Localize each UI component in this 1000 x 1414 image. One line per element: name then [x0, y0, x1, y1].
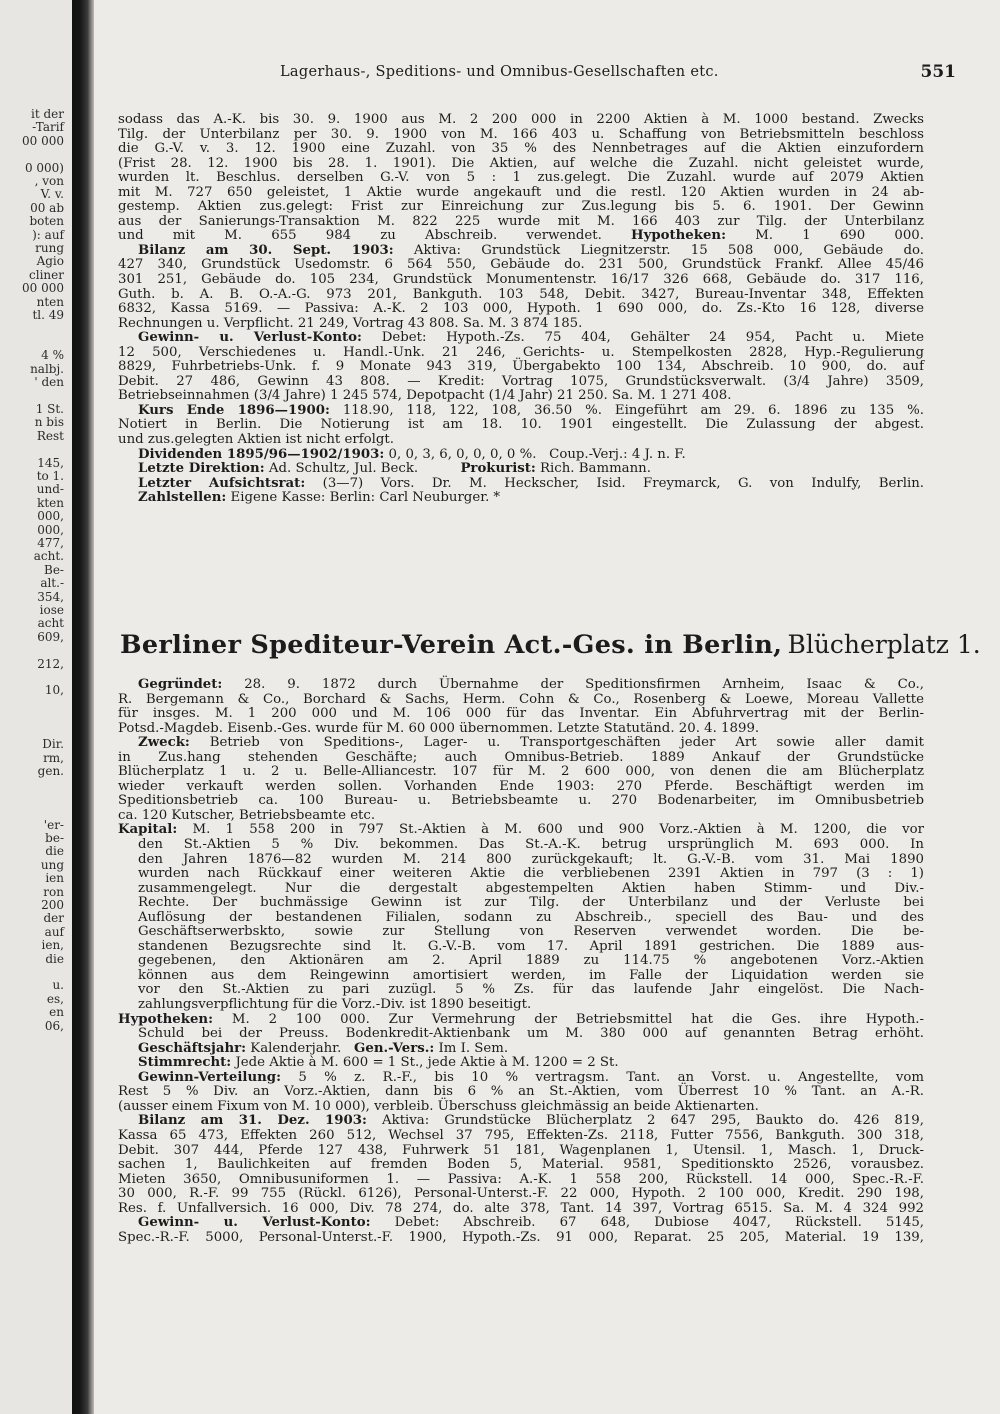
gegruendet-entry: Gegründet: 28. 9. 1872 durch Übernahme der Speditionsfirmen Arnheim, Isaac & Co., — [138, 677, 924, 692]
section1-text — [118, 113, 924, 506]
previous-page-fragment — [22, 336, 64, 349]
previous-page-fragment: und- — [36, 482, 64, 497]
bilanz-entry: Bilanz am 30. Sept. 1903: Aktiva: Grundstück Liegnitzerstr. 15 508 000, Gebäude do. — [138, 242, 924, 258]
previous-page-fragment: 212, — [37, 656, 64, 671]
previous-page-fragment: 00 ab — [30, 200, 64, 215]
previous-page-text-fragments — [22, 108, 64, 1033]
end-star: * — [493, 490, 500, 506]
previous-page-fragment: rung — [35, 241, 64, 256]
kurs-entry: Kurs Ende 1896—1900: 118.90, 118, 122, 108, 36.50 %. Eingeführt am 29. 6. 1896 zu 135 %. — [138, 402, 925, 418]
previous-page-fragment: die — [45, 951, 64, 966]
previous-page-fragment: -Tarif — [32, 120, 64, 135]
geschaeftsjahr-entry: Geschäftsjahr: Kalenderjahr. Gen.-Vers.: Im I. Sem. — [138, 1040, 509, 1056]
text-line: Notiert in Berlin. Die Notierung ist am 18. 10. 1901 eingestellt. Die Zulassung der abgest. — [118, 417, 924, 433]
text-line: Geschäftserwerbskto, sowie zur Stellung von Reserven verwendet worden. Die be- — [138, 924, 924, 940]
previous-page-fragment — [22, 390, 64, 403]
previous-page-fragment — [22, 148, 64, 161]
previous-page-fragment: 4 % — [41, 348, 64, 363]
text-line: standenen Bezugsrechte sind lt. G.-V.-B. vom 17. April 1891 gestrichen. Die 1889 aus- — [138, 938, 924, 954]
previous-page-fragment: es, — [46, 991, 64, 1006]
previous-page-fragment: 'er- — [43, 817, 64, 832]
text-line: ca. 120 Kutscher, Betriebsbeamte etc. — [118, 807, 376, 823]
text-line: Blücherplatz 1 u. 2 u. Belle-Alliancestr. 107 für M. 2 600 000, von denen die am Blücherplatz — [118, 764, 924, 780]
previous-page-fragment: 0 000) — [24, 160, 64, 175]
text-line: Kassa 65 473, Effekten 260 512, Wechsel 37 795, Effekten-Zs. 2118, Futter 7556, Bankguth. 300 318, — [118, 1127, 924, 1143]
text-line: wurden lt. Beschlus. derselben G.-V. von 5 : 1 zus.gelegt. Die Zuzahl. wurde auf 2079 Aktien — [118, 170, 924, 186]
dividenden-entry: Dividenden 1895/96—1902/1903: 0, 0, 3, 6, 0, 0, 0, 0 %. Coup.-Verj.: 4 J. n. F. — [138, 446, 686, 462]
previous-page-fragment: boten — [29, 214, 64, 229]
previous-page-fragment: die — [45, 844, 64, 859]
direktion-label: Letzte Direktion: — [138, 461, 265, 477]
stimmrecht-entry: Stimmrecht: Jede Aktie à M. 600 = 1 St., jede Aktie à M. 1200 = 2 St. — [138, 1055, 619, 1071]
text-line: für insges. M. 1 200 000 und M. 106 000 für das Inventar. Ein Abfuhrvertrag mit der Berlin- — [118, 706, 924, 722]
text-line: Debit. 307 444, Pferde 127 438, Fuhrwerk 51 181, Wagenplanen 1, Utensil. 1, Masch. 1, Druck- — [118, 1142, 924, 1158]
previous-page-fragment: 477, — [37, 536, 64, 550]
stimmrecht-label: Stimmrecht: — [138, 1055, 232, 1071]
previous-page-fragment — [22, 323, 64, 336]
previous-page-fragment: u. — [52, 978, 64, 993]
previous-page-fragment: Rest — [36, 428, 64, 443]
text-line: gegebenen, den Aktionären am 2. April 1889 zu 114.75 % angebotenen Vorz.-Aktien — [138, 953, 924, 969]
text-line: und zus.gelegten Aktien ist nicht erfolgt. — [118, 432, 394, 448]
zahlstellen-label: Zahlstellen: — [138, 490, 227, 506]
text-line: 12 500, Verschiedenes u. Handl.-Unk. 21 246, Gerichts- u. Stempelkosten 2828, Hyp.-Regulierung — [118, 344, 924, 360]
previous-page-fragment: 1 St. — [35, 401, 64, 416]
text-line: Rechnungen u. Verpflicht. 21 249, Vortrag 43 808. Sa. M. 3 874 185. — [118, 315, 583, 331]
gegruendet-label: Gegründet: — [138, 677, 223, 692]
company-address: Blücherplatz 1. — [787, 630, 981, 659]
previous-page-fragment: ): auf — [32, 227, 64, 242]
previous-page-fragment: 000, — [37, 522, 64, 537]
bilanz2-label: Bilanz am 31. Dez. 1903: — [138, 1113, 367, 1129]
previous-page-fragment: 145, — [37, 455, 64, 470]
previous-page-fragment: 200 — [41, 897, 64, 912]
previous-page-fragment — [22, 966, 64, 979]
text-line: wurden nach Rückkauf einer weiteren Aktie die verbliebenen 2391 Aktien in 797 (3 : 1) — [138, 866, 924, 882]
previous-page-fragment: en — [49, 1005, 64, 1020]
text-line: Betriebseinnahmen (3/4 Jahre) 1 245 574, Depotpacht (1/4 Jahr) 21 250. Sa. M. 1 271 408. — [118, 388, 732, 404]
text-line: mit M. 727 650 geleistet, 1 Aktie wurde angekauft und die restl. 120 Aktien wurden in 24 ab- — [118, 184, 924, 200]
text-line: Guth. b. A. B. O.-A.-G. 973 201, Bankguth. 103 548, Debit. 3427, Bureau-Inventar 348, Effekten — [118, 286, 924, 302]
company-heading — [120, 630, 981, 664]
text-line: (Frist 28. 12. 1900 bis 28. 1. 1901). Die Aktien, auf welche die Zuzahl. nicht geleistet wurde, — [118, 155, 924, 171]
text-line: Debit. 27 486, Gewinn 43 808. — Kredit: Vortrag 1075, Grundstücksverwalt. (3/4 Jahre) 3509, — [118, 373, 924, 389]
previous-page-fragment: tl. 49 — [32, 308, 64, 323]
previous-page-fragment: , von — [34, 174, 64, 189]
hypotheken-value: M. 1 690 000. — [755, 228, 924, 244]
previous-page-fragment: gen. — [37, 763, 64, 778]
previous-page-fragment: auf — [44, 924, 64, 939]
previous-page-fragment: nalbj. — [30, 361, 64, 376]
zahlstellen-entry: Zahlstellen: Eigene Kasse: Berlin: Carl Neuburger. * — [138, 490, 500, 506]
text-line: können aus dem Reingewinn amortisiert werden, im Falle der Liquidation werden sie — [138, 967, 924, 983]
gv-entry: Gewinn- u. Verlust-Konto: Debet: Hypoth.-Zs. 75 404, Gehälter 24 954, Pacht u. Miete — [138, 330, 925, 346]
previous-page-fragment: 06, — [44, 1018, 64, 1033]
text-line: zusammengelegt. Nur die dergestalt abgestempelten Aktien haben Stimm- und Div.- — [138, 880, 924, 896]
previous-page-fragment — [22, 792, 64, 805]
aufsichtsrat-label: Letzter Aufsichtsrat: — [138, 475, 306, 491]
text-line: Mieten 3650, Omnibusuniformen 1. — Passiva: A.-K. 1 558 200, Rückstell. 14 000, Spec.-R.-F. — [118, 1171, 924, 1187]
section2-text — [118, 678, 924, 1245]
company-name: Berliner Spediteur-Verein Act.-Ges. in Berlin, — [120, 630, 783, 660]
text-line: den Jahren 1876—82 wurden M. 214 800 zurückgekauft; lt. G.-V.-B. vom 31. Mai 1890 — [138, 851, 924, 867]
gewinnverteilung-entry: Gewinn-Verteilung: 5 % z. R.-F., bis 10 % vertragsm. Tant. an Vorst. u. Angestellte, vom — [138, 1069, 924, 1085]
hypotheken-label: Hypotheken: — [631, 228, 727, 244]
previous-page-fragment — [22, 671, 64, 684]
text-line: aus der Sanierungs-Transaktion M. 822 225 wurde mit M. 166 403 zur Tilg. der Unterbilanz — [118, 213, 924, 229]
previous-page-fragment — [22, 778, 64, 791]
text-line: Rest 5 % Div. an Vorz.-Aktien, dann bis 6 % an St.-Aktien, vom Überrest 10 % Tant. an A.-R. — [118, 1084, 924, 1100]
text-line: wieder verkauft werden sollen. Vorhanden Ende 1903: 270 Pferde. Beschäftigt werden im — [118, 778, 924, 794]
previous-page-fragment: alt.- — [40, 576, 64, 591]
hypotheken-entry: Hypotheken: M. 2 100 000. Zur Vermehrung der Betriebsmittel hat die Ges. ihre Hypoth.- — [118, 1011, 924, 1027]
previous-page-fragment: 00 000 — [22, 133, 64, 148]
previous-page-fragment: Dir. — [42, 737, 64, 752]
gewinnverteilung-label: Gewinn-Verteilung: — [138, 1069, 282, 1085]
book-binding-shadow — [72, 0, 94, 1414]
kapital-label: Kapital: — [118, 822, 178, 838]
text-line: 30 000, R.-F. 99 755 (Rückl. 6126), Personal-Unterst.-F. 22 000, Hypoth. 2 100 000, Kredit. 290 198, — [118, 1186, 924, 1202]
text-line: und mit M. 655 984 zu Abschreib. verwendet. Hypotheken: M. 1 690 000. — [118, 228, 924, 244]
kapital-entry: Kapital: M. 1 558 200 in 797 St.-Aktien à M. 600 und 900 Vorz.-Aktien à M. 1200, die vor — [118, 822, 925, 838]
document-page — [100, 0, 1000, 1414]
previous-page-fragment: Be- — [44, 562, 64, 577]
running-title: Lagerhaus-, Speditions- und Omnibus-Gesellschaften etc. — [280, 64, 719, 80]
dividenden-label: Dividenden 1895/96—1902/1903: — [138, 446, 385, 462]
text-line: Schuld bei der Preuss. Bodenkredit-Aktienbank um M. 380 000 auf genannten Betrag erhöht. — [138, 1026, 924, 1042]
text-line: R. Bergemann & Co., Borchard & Sachs, Herm. Cohn & Co., Rosenberg & Loewe, Moreau Vallette — [118, 691, 924, 707]
text-line: Spec.-R.-F. 5000, Personal-Unterst.-F. 1900, Hypoth.-Zs. 91 000, Reparat. 25 205, Material. 19 139, — [118, 1229, 924, 1245]
coupon-expiry: Coup.-Verj.: 4 J. n. F. — [549, 446, 686, 462]
previous-page-fragment: ung — [40, 857, 64, 872]
text-line: Auflösung der bestandenen Filialen, sodann zu Abschreib., speciell des Bau- und des — [138, 909, 924, 925]
zweck-label: Zweck: — [138, 735, 190, 751]
previous-page-fragment: 00 000 — [22, 281, 64, 296]
previous-page-fragment: 609, — [37, 629, 64, 644]
gv2-entry: Gewinn- u. Verlust-Konto: Debet: Abschreib. 67 648, Dubiose 4047, Rückstell. 5145, — [138, 1215, 925, 1231]
text-line: 301 251, Gebäude do. 105 234, Grundstück Monumentenstr. 16/17 326 668, Gebäude do. 317 116, — [118, 272, 924, 288]
text-line: 6832, Kassa 5169. — Passiva: A.-K. 2 103 000, Hypoth. 1 690 000, do. Zs.-Kto 16 128, diverse — [118, 301, 924, 317]
previous-page-fragment: iose — [39, 603, 64, 618]
running-header — [120, 62, 956, 84]
text-line: 8829, Fuhrbetriebs-Unk. f. 9 Monate 943 319, Übergabekto 100 134, Abschreib. 10 900, do. auf — [118, 359, 924, 375]
text-line: Tilg. der Unterbilanz per 30. 9. 1900 von M. 166 403 u. Schaffung von Betriebsmitteln beschloss — [118, 126, 924, 142]
text-line: Potsd.-Magdeb. Eisenb.-Ges. wurde für M. 60 000 übernommen. Letzte Statutänd. 20. 4. 1899. — [118, 720, 760, 736]
hypotheken2-label: Hypotheken: — [118, 1011, 213, 1027]
text-line: Speditionsbetrieb ca. 100 Bureau- u. Betriebsbeamte u. 270 Bodenarbeiter, im Omnibusbetrieb — [118, 793, 924, 809]
text-line: vor den St.-Aktien zu pari zuzügl. 5 % Zs. für das laufende Jahr eingelöst. Die Nach- — [138, 982, 924, 998]
direktion-entry: Letzte Direktion: Ad. Schultz, Jul. Beck. Prokurist: Rich. Bammann. — [138, 461, 651, 477]
previous-page-margin — [0, 0, 72, 1414]
previous-page-fragment: ien, — [41, 938, 64, 953]
previous-page-fragment — [22, 711, 64, 724]
page-number: 551 — [920, 62, 956, 82]
previous-page-fragment: kten — [37, 495, 64, 510]
previous-page-fragment — [22, 443, 64, 456]
previous-page-fragment: Agio — [36, 254, 64, 269]
text-line: (ausser einem Fixum von M. 10 000), verbleib. Überschuss gleichmässig an beide Aktienarten. — [118, 1098, 759, 1114]
bilanz2-entry: Bilanz am 31. Dez. 1903: Aktiva: Grundstücke Blücherplatz 2 647 295, Baukto do. 426 819, — [138, 1113, 924, 1129]
previous-page-fragment: n bis — [34, 415, 64, 430]
gv-label: Gewinn- u. Verlust-Konto: — [138, 330, 362, 346]
text-line: Rechte. Der buchmässige Gewinn ist zur Tilg. der Unterbilanz und der Verluste bei — [138, 895, 924, 911]
previous-page-fragment: it der — [31, 107, 64, 121]
kurs-label: Kurs Ende 1896—1900: — [138, 402, 330, 418]
text-line: 427 340, Grundstück Usedomstr. 6 564 550, Gebäude do. 231 500, Grundstück Frankf. Allee 45/46 — [118, 257, 924, 273]
previous-page-fragment: ien — [45, 871, 64, 886]
text-line: sodass das A.-K. bis 30. 9. 1900 aus M. 2 200 000 in 2200 Aktien à M. 1000 bestand. Zwecks — [118, 112, 924, 127]
previous-page-fragment — [22, 725, 64, 738]
previous-page-fragment: nten — [36, 294, 64, 309]
previous-page-fragment: acht — [37, 616, 64, 631]
zweck-entry: Zweck: Betrieb von Speditions-, Lager- u. Transportgeschäften jeder Art sowie aller damit — [138, 735, 924, 751]
previous-page-fragment: 354, — [37, 589, 64, 604]
prokurist-label: Prokurist: — [460, 461, 536, 477]
genvers-label: Gen.-Vers.: — [354, 1040, 435, 1056]
text-line: in Zus.hang stehenden Geschäfte; auch Omnibus-Betrieb. 1889 Ankauf der Grundstücke — [118, 749, 924, 765]
previous-page-fragment — [22, 698, 64, 711]
previous-page-fragment: acht. — [33, 549, 64, 564]
previous-page-fragment — [22, 805, 64, 818]
text-line: den St.-Aktien 5 % Div. bekommen. Das St.-A.-K. betrug ursprünglich M. 693 000. In — [138, 837, 924, 853]
aufsichtsrat-entry: Letzter Aufsichtsrat: (3—7) Vors. Dr. M. Heckscher, Isid. Freymarck, G. von Indulfy, Berlin. — [138, 475, 925, 491]
text-line: die G.-V. v. 3. 12. 1900 eine Zuzahl. von 35 % des Nennbetrages auf die Aktien einzufordern — [118, 141, 924, 157]
previous-page-fragment: 10, — [44, 683, 64, 698]
previous-page-fragment: der — [43, 911, 64, 926]
text-line: sachen 1, Baulichkeiten auf fremden Boden 5, Material. 9581, Speditionskto 2526, vorausbez. — [118, 1157, 924, 1173]
gv2-label: Gewinn- u. Verlust-Konto: — [138, 1215, 371, 1231]
previous-page-fragment: cliner — [29, 267, 64, 282]
previous-page-fragment: to 1. — [36, 468, 64, 483]
text-line: Res. f. Unfallversich. 16 000, Div. 78 274, do. alte 378, Tant. 14 397, Vortrag 6515. Sa. M. 4 324 992 — [118, 1200, 924, 1216]
previous-page-fragment: 000, — [37, 509, 64, 524]
text-line: gestemp. Aktien zus.gelegt: Frist zur Einreichung zur Zus.legung bis 5. 6. 1901. Der Gewinn — [118, 199, 924, 215]
previous-page-fragment: rm, — [43, 750, 64, 765]
previous-page-fragment: ' den — [34, 375, 64, 390]
previous-page-fragment: ron — [43, 884, 64, 899]
bilanz-label: Bilanz am 30. Sept. 1903: — [138, 242, 394, 258]
geschaeftsjahr-label: Geschäftsjahr: — [138, 1040, 247, 1056]
previous-page-fragment — [22, 644, 64, 657]
previous-page-fragment: V. v. — [40, 187, 64, 202]
text-line: zahlungsverpflichtung für die Vorz.-Div. ist 1890 beseitigt. — [138, 997, 532, 1013]
previous-page-fragment: be- — [45, 830, 64, 845]
